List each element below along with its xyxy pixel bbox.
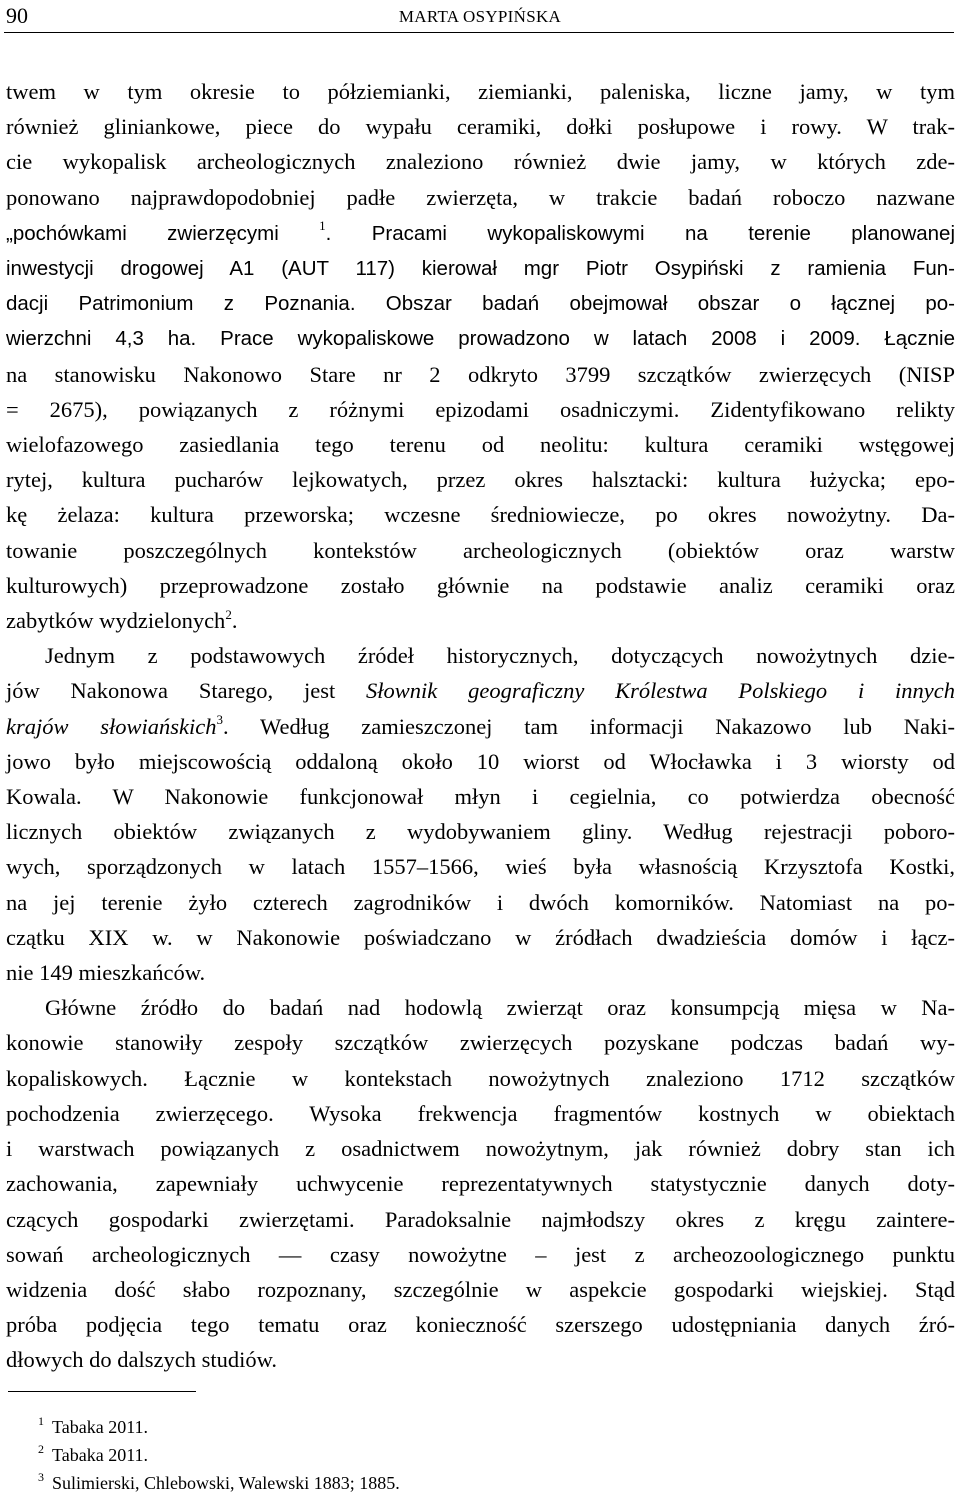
footnote-rule <box>8 1391 196 1392</box>
footnote-number: 3 <box>38 1470 44 1484</box>
footnote <box>6 1413 906 1441</box>
text-line <box>6 673 955 708</box>
text-segment: . <box>231 608 238 634</box>
text-line: Kowala. W Nakonowie funkcjonował młyn i cegielnia, co potwierdza obecność <box>6 784 955 810</box>
text-line: wielofazowego zasiedlania tego terenu od neolitu: kultura ceramiki wstęgowej <box>6 432 955 458</box>
cited-title: Słownik geograficzny Królestwa Polskiego i innych <box>366 678 955 704</box>
text-line: jowo było miejscowością oddaloną około 10 wiorst od Włocławka i 3 wiorsty od <box>6 748 955 774</box>
page-header <box>4 2 956 32</box>
text-line: dacji Patrimonium z Poznania. Obszar badań obejmował obszar o łącznej po- <box>6 292 955 316</box>
text-line: = 2675), powiązanych z różnymi epizodami osadniczymi. Zidentyfikowano relikty <box>6 396 955 422</box>
footnote-number: 1 <box>38 1414 44 1428</box>
text-line: Jednym z podstawowych źródeł historycznych, dotyczących nowożytnych dzie- <box>45 643 955 669</box>
text-line: kę żelaza: kultura przeworska; wczesne średniowiecze, po okres nowożytny. Da- <box>6 502 955 528</box>
text-line: nie 149 mieszkańców. <box>6 960 206 986</box>
text-line: pochodzenia zwierzęcego. Wysoka frekwencja fragmentów kostnych w obiektach <box>6 1100 955 1126</box>
paragraph-1 <box>6 74 955 638</box>
footnote-number: 2 <box>38 1442 44 1456</box>
quoted-term: „pochówkami zwierzęcymi <box>6 221 279 245</box>
text-line: wierzchni 4,3 ha. Prace wykopaliskowe prowadzono w latach 2008 i 2009. Łącznie <box>6 327 955 351</box>
text-segment: . Według zamieszczonej tam informacji Nakazowo lub Naki- <box>223 713 956 739</box>
text-line: kopaliskowych. Łącznie w kontekstach nowożytnych znaleziono 1712 szczątków <box>6 1065 955 1091</box>
footnote <box>6 1441 906 1469</box>
page-number: 90 <box>6 3 28 28</box>
header-rule <box>4 32 954 33</box>
text-line: czących gospodarki zwierzętami. Paradoksalnie najmłodszy okres z kręgu zaintere- <box>6 1206 955 1232</box>
text-line: i warstwach powiązanych z osadnictwem nowożytnym, jak również dobry stan ich <box>6 1136 955 1162</box>
footnote-text: Tabaka 2011. <box>52 1417 149 1437</box>
footnotes <box>6 1413 906 1497</box>
text-line: zachowania, zapewniały uchwycenie reprezentatywnych statystycznie danych doty- <box>6 1171 955 1197</box>
text-line: Główne źródło do badań nad hodowlą zwierząt oraz konsumpcją mięsa w Na- <box>45 995 955 1021</box>
footnote-text: Sulimierski, Chlebowski, Walewski 1883; 1885. <box>52 1473 400 1493</box>
footnote-ref: 3 <box>216 712 224 728</box>
text-line: na jej terenie żyło czterech zagrodników i dwóch komorników. Natomiast na po- <box>6 889 955 915</box>
paragraph-2 <box>6 638 955 990</box>
footnote-ref: 2 <box>225 606 232 622</box>
cited-title: krajów słowiańskich <box>6 713 217 739</box>
text-line: licznych obiektów związanych z wydobywaniem gliny. Według rejestracji poboro- <box>6 819 955 845</box>
text-segment: jów Nakonowa Starego, jest <box>6 678 367 704</box>
text-line: twem w tym okresie to półziemianki, ziemianki, paleniska, liczne jamy, w tym <box>6 79 955 104</box>
text-line: dłowych do dalszych studiów. <box>6 1347 277 1373</box>
text-line: czątku XIX w. w Nakonowie poświadczano w źródłach dwadzieścia domów i łącz- <box>6 924 955 950</box>
text-line: inwestycji drogowej A1 (AUT 117) kierował mgr Piotr Osypiński z ramienia Fun- <box>6 257 955 281</box>
text-line: sowań archeologicznych — czasy nowożytne – jest z archeozoologicznego punktu <box>6 1241 955 1267</box>
text-line <box>6 603 955 638</box>
paragraph-3 <box>6 990 955 1377</box>
body-text <box>6 74 955 1378</box>
footnote-ref: 1 <box>319 218 326 234</box>
text-line <box>6 709 955 744</box>
text-line: na stanowisku Nakonowo Stare nr 2 odkryto 3799 szczątków zwierzęcych (NISP <box>6 361 955 387</box>
text-line: rytej, kultura pucharów lejkowatych, przez okres halsztacki: kultura łużycka; epo- <box>6 467 955 493</box>
text-line: ponowano najprawdopodobniej padłe zwierzęta, w trakcie badań roboczo nazwane <box>6 184 955 210</box>
text-line: towanie poszczególnych kontekstów archeologicznych (obiektów oraz warstw <box>6 537 955 563</box>
footnote-text: Tabaka 2011. <box>52 1445 149 1465</box>
text-line: próba podjęcia tego tematu oraz konieczność szerszego udostępniania danych źró- <box>6 1312 955 1338</box>
text-segment: . Pracami wykopaliskowymi na terenie planowanej <box>325 221 956 245</box>
footnote <box>6 1469 906 1497</box>
text-line: cie wykopalisk archeologicznych znaleziono również dwie jamy, w których zde- <box>6 149 955 175</box>
text-line: widzenia dość słabo rozpoznany, szczególnie w aspekcie gospodarki wiejskiej. Stąd <box>6 1276 955 1302</box>
text-line: konowie stanowiły zespoły szczątków zwierzęcych pozyskane podczas badań wy- <box>6 1030 955 1056</box>
text-line: również gliniankowe, piece do wypału ceramiki, dołki posłupowe i rowy. W trak- <box>6 114 955 140</box>
text-line <box>6 215 955 251</box>
running-head: MARTA OSYPIŃSKA <box>398 7 562 26</box>
text-line: wych, sporządzonych w latach 1557–1566, wieś była własnością Krzysztofa Kostki, <box>6 854 955 880</box>
text-segment: zabytków wydzielonych <box>6 608 226 634</box>
text-line: kulturowych) przeprowadzone zostało głównie na podstawie analiz ceramiki oraz <box>6 572 955 598</box>
